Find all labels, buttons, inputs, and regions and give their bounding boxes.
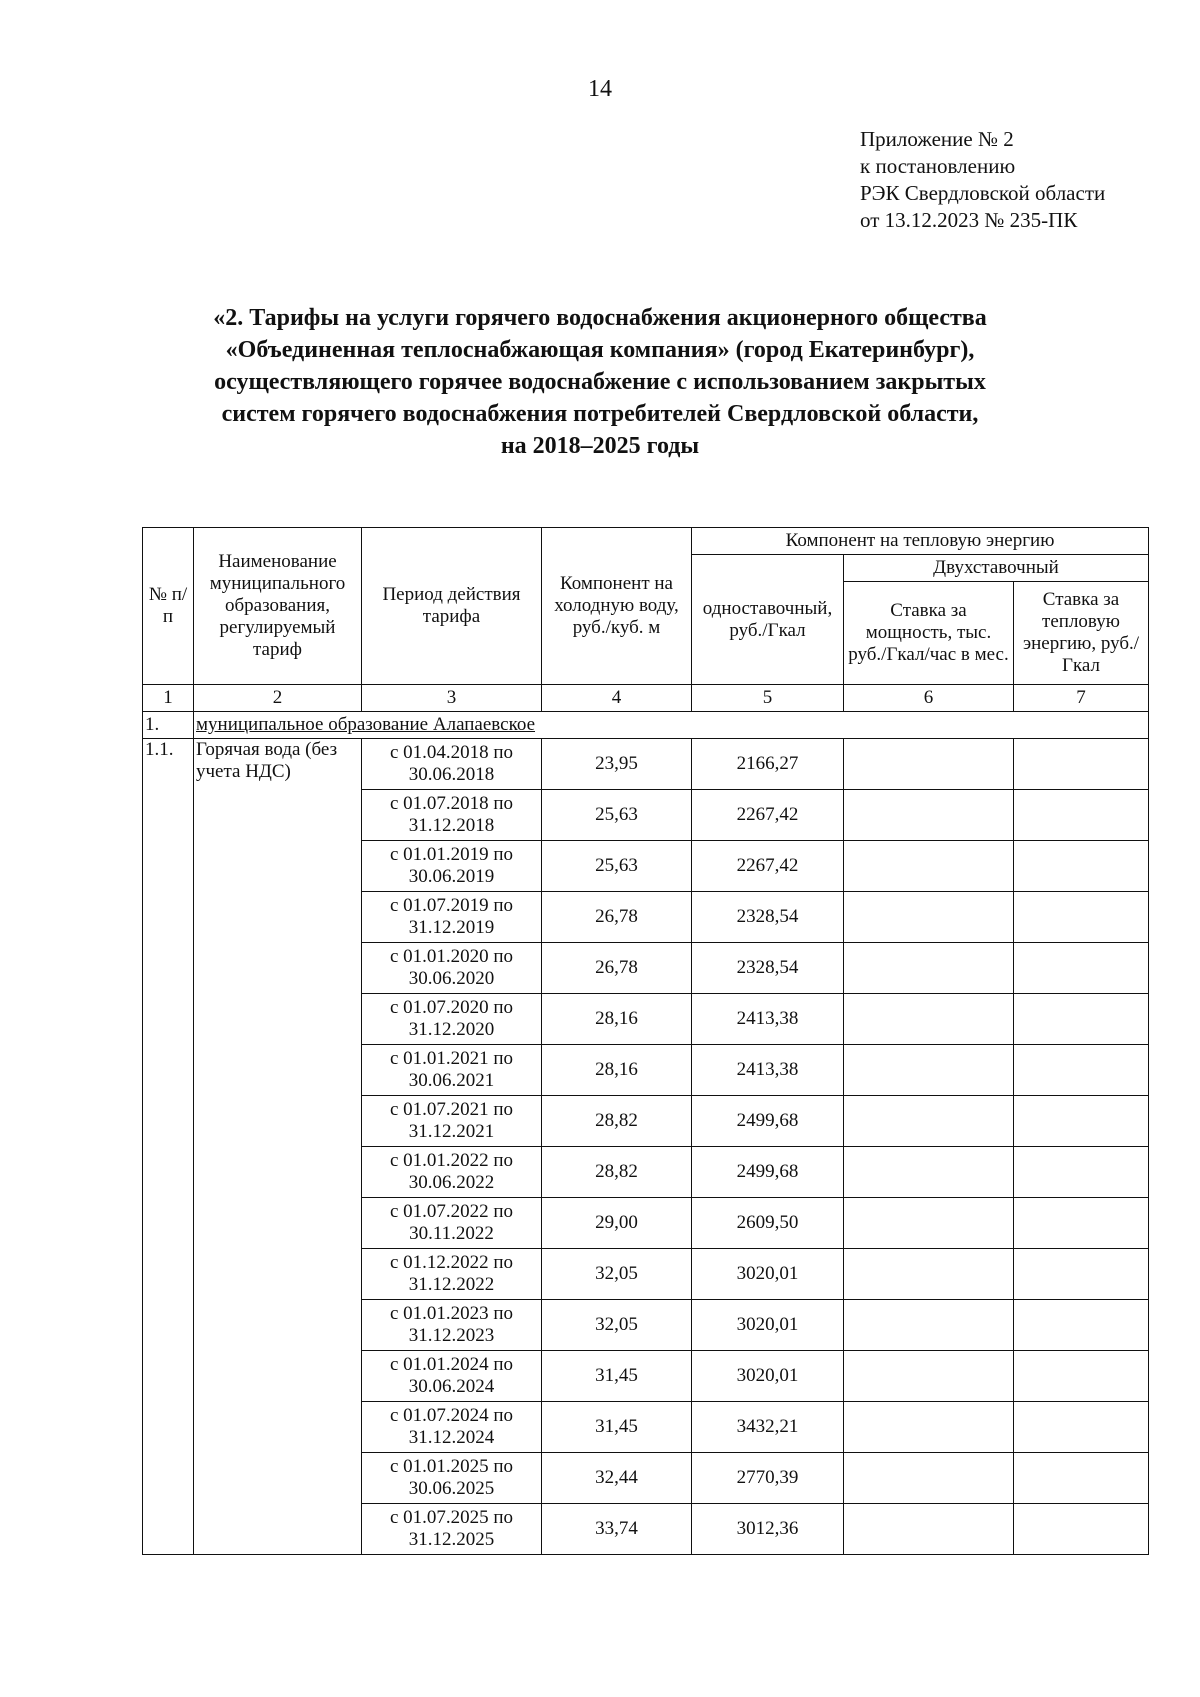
cold-water-cell: 31,45 <box>542 1402 692 1453</box>
cold-water-cell: 31,45 <box>542 1351 692 1402</box>
item-number: 1.1. <box>143 739 194 1555</box>
single-rate-cell: 2328,54 <box>692 892 844 943</box>
single-rate-cell: 3432,21 <box>692 1402 844 1453</box>
cold-water-cell: 28,82 <box>542 1147 692 1198</box>
energy-rate-cell <box>1014 1096 1149 1147</box>
capacity-rate-cell <box>844 1096 1014 1147</box>
cold-water-cell: 26,78 <box>542 943 692 994</box>
cold-water-cell: 28,82 <box>542 1096 692 1147</box>
cold-water-cell: 28,16 <box>542 994 692 1045</box>
title-line: на 2018–2025 годы <box>500 433 700 459</box>
capacity-rate-cell <box>844 1249 1014 1300</box>
header-energy-rate: Ставка за тепловую энергию, руб./Гкал <box>1014 582 1149 685</box>
single-rate-cell: 2499,68 <box>692 1096 844 1147</box>
page-number: 14 <box>588 76 612 102</box>
period-cell: с 01.07.2020 по 31.12.2020 <box>362 994 542 1045</box>
column-number-row <box>143 685 1149 712</box>
period-cell: с 01.01.2025 по 30.06.2025 <box>362 1453 542 1504</box>
appendix-line: РЭК Свердловской области <box>860 181 1106 205</box>
period-cell: с 01.07.2025 по 31.12.2025 <box>362 1504 542 1555</box>
period-cell: с 01.01.2019 по 30.06.2019 <box>362 841 542 892</box>
capacity-rate-cell <box>844 1504 1014 1555</box>
column-number: 2 <box>194 685 362 712</box>
capacity-rate-cell <box>844 1045 1014 1096</box>
item-name: Горячая вода (без учета НДС) <box>194 739 362 1555</box>
single-rate-cell: 3020,01 <box>692 1249 844 1300</box>
single-rate-cell: 2166,27 <box>692 739 844 790</box>
title-line: осуществляющего горячее водоснабжение с использованием закрытых <box>214 369 986 395</box>
period-cell: с 01.01.2022 по 30.06.2022 <box>362 1147 542 1198</box>
energy-rate-cell <box>1014 1453 1149 1504</box>
cold-water-cell: 32,05 <box>542 1300 692 1351</box>
period-cell: с 01.01.2024 по 30.06.2024 <box>362 1351 542 1402</box>
energy-rate-cell <box>1014 1249 1149 1300</box>
single-rate-cell: 3020,01 <box>692 1351 844 1402</box>
energy-rate-cell <box>1014 1198 1149 1249</box>
title-line: систем горячего водоснабжения потребителей Свердловской области, <box>221 401 979 427</box>
single-rate-cell: 2413,38 <box>692 994 844 1045</box>
capacity-rate-cell <box>844 1453 1014 1504</box>
energy-rate-cell <box>1014 892 1149 943</box>
tariff-table <box>142 527 1149 1555</box>
capacity-rate-cell <box>844 892 1014 943</box>
period-cell: с 01.01.2020 по 30.06.2020 <box>362 943 542 994</box>
capacity-rate-cell <box>844 1351 1014 1402</box>
energy-rate-cell <box>1014 1300 1149 1351</box>
single-rate-cell: 3012,36 <box>692 1504 844 1555</box>
appendix-line: от 13.12.2023 № 235-ПК <box>860 208 1078 232</box>
header-period: Период действия тарифа <box>362 528 542 685</box>
energy-rate-cell <box>1014 994 1149 1045</box>
single-rate-cell: 2267,42 <box>692 841 844 892</box>
appendix-note <box>860 126 1105 234</box>
column-number: 1 <box>143 685 194 712</box>
period-cell: с 01.01.2023 по 31.12.2023 <box>362 1300 542 1351</box>
header-capacity-rate: Ставка за мощность, тыс. руб./Гкал/час в мес. <box>844 582 1014 685</box>
cold-water-cell: 33,74 <box>542 1504 692 1555</box>
capacity-rate-cell <box>844 1198 1014 1249</box>
single-rate-cell: 2267,42 <box>692 790 844 841</box>
capacity-rate-cell <box>844 841 1014 892</box>
period-cell: с 01.04.2018 по 30.06.2018 <box>362 739 542 790</box>
period-cell: с 01.07.2018 по 31.12.2018 <box>362 790 542 841</box>
column-number: 4 <box>542 685 692 712</box>
cold-water-cell: 25,63 <box>542 841 692 892</box>
cold-water-cell: 26,78 <box>542 892 692 943</box>
column-number: 6 <box>844 685 1014 712</box>
energy-rate-cell <box>1014 1045 1149 1096</box>
section-row <box>143 712 1149 739</box>
section-number: 1. <box>143 712 194 739</box>
cold-water-cell: 23,95 <box>542 739 692 790</box>
energy-rate-cell <box>1014 1402 1149 1453</box>
period-cell: с 01.07.2019 по 31.12.2019 <box>362 892 542 943</box>
appendix-line: Приложение № 2 <box>860 127 1014 151</box>
capacity-rate-cell <box>844 790 1014 841</box>
column-number: 7 <box>1014 685 1149 712</box>
energy-rate-cell <box>1014 790 1149 841</box>
energy-rate-cell <box>1014 739 1149 790</box>
single-rate-cell: 2609,50 <box>692 1198 844 1249</box>
single-rate-cell: 2770,39 <box>692 1453 844 1504</box>
header-name: Наименование муниципального образования, регулируемый тариф <box>194 528 362 685</box>
section-title: муниципальное образование Алапаевское <box>194 712 1149 739</box>
title-line: «Объединенная теплоснабжающая компания» (город Екатеринбург), <box>225 337 975 363</box>
header-num: № п/п <box>143 528 194 685</box>
capacity-rate-cell <box>844 1147 1014 1198</box>
cold-water-cell: 32,44 <box>542 1453 692 1504</box>
energy-rate-cell <box>1014 841 1149 892</box>
appendix-line: к постановлению <box>860 154 1016 178</box>
single-rate-cell: 2499,68 <box>692 1147 844 1198</box>
capacity-rate-cell <box>844 994 1014 1045</box>
single-rate-cell: 3020,01 <box>692 1300 844 1351</box>
header-single-rate: одноставочный, руб./Гкал <box>692 555 844 685</box>
cold-water-cell: 32,05 <box>542 1249 692 1300</box>
energy-rate-cell <box>1014 1351 1149 1402</box>
title-line: «2. Тарифы на услуги горячего водоснабжения акционерного общества <box>213 305 987 331</box>
cold-water-cell: 28,16 <box>542 1045 692 1096</box>
column-number: 5 <box>692 685 844 712</box>
capacity-rate-cell <box>844 1300 1014 1351</box>
document-title <box>110 302 1090 462</box>
column-number: 3 <box>362 685 542 712</box>
single-rate-cell: 2328,54 <box>692 943 844 994</box>
period-cell: с 01.12.2022 по 31.12.2022 <box>362 1249 542 1300</box>
period-cell: с 01.01.2021 по 30.06.2021 <box>362 1045 542 1096</box>
cold-water-cell: 25,63 <box>542 790 692 841</box>
capacity-rate-cell <box>844 943 1014 994</box>
period-cell: с 01.07.2024 по 31.12.2024 <box>362 1402 542 1453</box>
period-cell: с 01.07.2021 по 31.12.2021 <box>362 1096 542 1147</box>
header-heat-group: Компонент на тепловую энергию <box>692 528 1149 555</box>
header-cold-water: Компонент на холодную воду, руб./куб. м <box>542 528 692 685</box>
cold-water-cell: 29,00 <box>542 1198 692 1249</box>
capacity-rate-cell <box>844 739 1014 790</box>
energy-rate-cell <box>1014 1147 1149 1198</box>
single-rate-cell: 2413,38 <box>692 1045 844 1096</box>
energy-rate-cell <box>1014 943 1149 994</box>
energy-rate-cell <box>1014 1504 1149 1555</box>
table-row <box>143 739 1149 790</box>
capacity-rate-cell <box>844 1402 1014 1453</box>
header-two-rate-group: Двухставочный <box>844 555 1149 582</box>
period-cell: с 01.07.2022 по 30.11.2022 <box>362 1198 542 1249</box>
